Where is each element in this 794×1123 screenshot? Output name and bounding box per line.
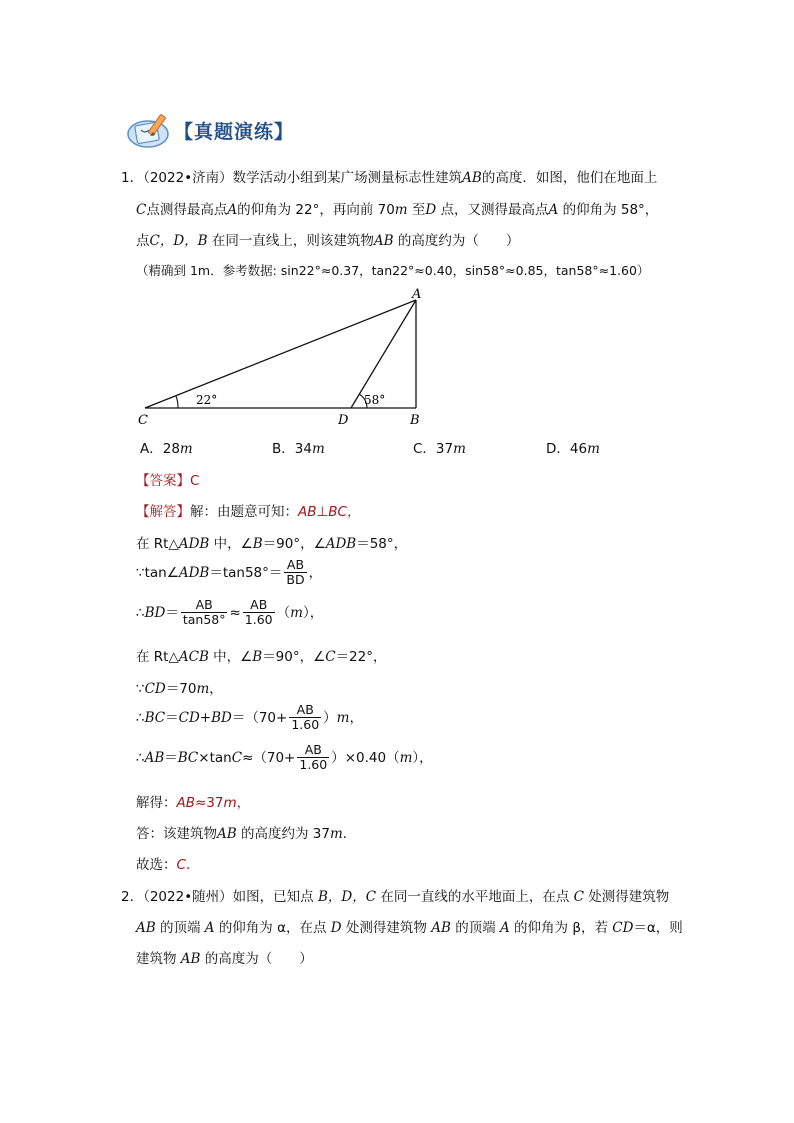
sol-text: ≈（70+ <box>242 749 296 766</box>
option-label: C．37 <box>413 441 454 457</box>
sol-text: ， <box>236 795 251 811</box>
q1-option-d[interactable] <box>546 437 600 457</box>
sol-text: ． <box>342 826 357 842</box>
sol-var: AB <box>144 749 165 766</box>
answer-tag: 【答案】 <box>136 473 190 489</box>
option-unit: m <box>453 441 466 457</box>
q2-var: C <box>569 889 589 905</box>
sol-var: BD <box>144 604 166 621</box>
sol-var: m <box>399 749 413 766</box>
q1-number: 1． <box>121 170 144 186</box>
sol-text: ）， <box>412 749 433 766</box>
frac-den: 1.60 <box>244 612 273 628</box>
q2-var: CD <box>607 920 634 936</box>
sol-text: ＝（70+ <box>231 709 288 726</box>
q1-text: 至 <box>407 202 426 218</box>
q1-reference-data: （精确到 1m．参考数据: sin22°≈0.37，tan22°≈0.40，sin58°≈0.85，tan58°≈1.60） <box>136 263 650 278</box>
sol-text: ， <box>349 709 363 726</box>
angle-c-label: 22° <box>196 393 218 407</box>
sol-text: ∴ <box>136 749 145 766</box>
fraction <box>284 558 306 588</box>
q1-line3 <box>136 229 519 249</box>
q1-solution-line2 <box>136 532 407 552</box>
frac-num: AB <box>289 703 321 718</box>
sol-text: ＝90°，∠ <box>262 536 326 552</box>
sol-text: ＝70 <box>165 681 197 697</box>
sol-text: ＝tan58°＝ <box>209 564 283 581</box>
q2-text: 的高度为（ ） <box>204 951 313 967</box>
frac-den: tan58° <box>182 612 226 628</box>
q1-solution-line3 <box>136 558 322 588</box>
sol-text: ＝ <box>165 709 179 726</box>
option-label: B．34 <box>272 441 312 457</box>
q2-number: 2． <box>121 889 144 905</box>
sol-var: ACB <box>178 649 209 665</box>
frac-num: AB <box>243 598 275 613</box>
q2-line2 <box>136 916 683 936</box>
point-a-label: A <box>412 287 422 302</box>
q1-text: 点 <box>136 233 150 249</box>
q1-line1 <box>121 166 657 186</box>
q1-solution-line4 <box>136 598 323 628</box>
sol-text: ∵tan∠ <box>136 564 179 581</box>
q1-var: C，D，B <box>149 233 208 249</box>
q1-var: C <box>136 202 147 218</box>
q1-text: 数学活动小组到某广场测量标志性建筑 <box>232 170 463 186</box>
sol-var: ADB <box>178 564 210 581</box>
sol-text: ∵ <box>136 681 145 697</box>
q2-var: A <box>495 920 515 936</box>
option-unit: m <box>587 441 600 457</box>
q1-solution-line11 <box>136 853 199 873</box>
frac-num: AB <box>181 598 228 613</box>
q1-text: 点，又测得最高点 <box>436 202 549 218</box>
angle-c-arc <box>176 396 178 408</box>
sol-text: 中，∠ <box>208 649 253 665</box>
q1-var: A <box>548 202 559 218</box>
frac-num: AB <box>284 558 306 573</box>
sol-text: ）×0.40（ <box>331 749 400 766</box>
point-b-label: B <box>410 413 420 428</box>
q1-solution-line7 <box>136 703 363 733</box>
q1-option-b[interactable] <box>272 437 325 457</box>
sol-text: 的高度约为 37 <box>236 826 330 842</box>
fraction <box>289 703 321 733</box>
sol-text: 中，∠ <box>209 536 253 552</box>
sol-text: 在 Rt△ <box>136 649 179 665</box>
sol-var: m <box>336 709 350 726</box>
sol-text: ＝ <box>165 604 179 621</box>
q2-var: B，D，C <box>313 889 381 905</box>
q2-text: 的仰角为 α，在点 <box>218 920 327 936</box>
sol-var: BC <box>144 709 166 726</box>
sol-text: ∴ <box>136 604 145 621</box>
q2-text: ＝α，则 <box>633 920 683 936</box>
sol-text: ≈ <box>229 604 241 621</box>
sol-text: 答：该建筑物 <box>136 826 217 842</box>
sol-var: ADB <box>325 536 357 552</box>
q1-triangle-figure <box>130 282 430 432</box>
sol-text: 故选： <box>136 857 177 873</box>
q2-text: 的顶端 <box>155 920 201 936</box>
q1-solution-line6 <box>136 677 223 697</box>
sol-var: B <box>252 649 263 665</box>
sol-expr: AB⊥BC， <box>298 504 361 520</box>
q1-line2 <box>136 198 658 218</box>
sol-var: m <box>223 795 237 811</box>
q1-text: 的高度约为（ ） <box>393 233 520 249</box>
frac-den: 1.60 <box>291 717 320 733</box>
q2-var: AB <box>136 920 156 936</box>
q1-source: （2022•济南） <box>143 170 233 186</box>
q2-text: 处测得建筑物 <box>588 889 670 905</box>
sol-var: AB <box>176 795 195 811</box>
sol-var: BC <box>177 749 199 766</box>
sol-text: 在 Rt△ <box>136 536 179 552</box>
sol-text: ， <box>209 681 223 697</box>
sol-text: ． <box>185 857 200 873</box>
segment-ca <box>145 300 416 408</box>
sol-var: C <box>176 857 186 873</box>
q2-var: AB <box>426 920 456 936</box>
q2-source: （2022•随州） <box>143 889 233 905</box>
sol-var: AB <box>217 826 237 842</box>
point-c-label: C <box>138 413 148 428</box>
q2-var: A <box>200 920 219 936</box>
sol-var: m <box>290 604 303 621</box>
q1-option-a[interactable] <box>140 437 193 457</box>
q1-text: 的仰角为 22°，再向前 70 <box>237 202 395 218</box>
q2-text: 建筑物 <box>136 951 177 967</box>
q1-text: 的高度．如图，他们在地面上 <box>481 170 658 186</box>
fraction <box>181 598 228 628</box>
q1-option-c[interactable] <box>413 437 466 457</box>
frac-den: BD <box>286 572 305 588</box>
option-label: A．28 <box>140 441 180 457</box>
q2-text: 在同一直线的水平地面上，在点 <box>380 889 570 905</box>
section-header <box>126 110 326 150</box>
sol-text: 解得： <box>136 795 177 811</box>
sol-var: C <box>231 749 243 766</box>
q2-line3 <box>136 947 313 967</box>
q2-line1 <box>121 885 669 905</box>
sol-var: C <box>325 649 336 665</box>
q2-text: 处测得建筑物 <box>345 920 427 936</box>
pencil-paper-icon <box>126 110 178 150</box>
sol-var: m <box>329 826 343 842</box>
sol-var: CD <box>144 681 166 697</box>
section-title: 【真题演练】 <box>174 121 295 143</box>
q1-var: A <box>227 202 238 218</box>
sol-text: 解：由题意可知： <box>190 504 298 520</box>
option-unit: m <box>179 441 193 457</box>
sol-text: ）， <box>302 604 324 621</box>
sol-value: ≈37 <box>195 795 224 811</box>
point-d-label: D <box>338 413 349 428</box>
sol-var: B <box>252 536 263 552</box>
sol-text: ， <box>308 564 323 581</box>
q2-var: D <box>326 920 346 936</box>
sol-var: m <box>196 681 210 697</box>
q2-text: 的顶端 <box>455 920 496 936</box>
frac-den: 1.60 <box>299 757 328 773</box>
q1-solution-line8 <box>136 743 433 773</box>
q1-solution-line1 <box>136 500 360 520</box>
q1-var: AB <box>462 170 482 186</box>
sol-text: ） <box>323 709 337 726</box>
q1-answer <box>136 469 199 489</box>
segment-da <box>351 300 416 408</box>
answer-value: C <box>190 473 200 489</box>
sol-text: （ <box>276 604 291 621</box>
sol-text: ＝90°，∠ <box>262 649 326 665</box>
sol-text: ＝58°， <box>356 536 408 552</box>
option-label: D．46 <box>546 441 588 457</box>
q2-var: AB <box>176 951 205 967</box>
q1-var: m <box>394 202 408 218</box>
q1-solution-line10 <box>136 822 356 842</box>
sol-var: CD+BD <box>178 709 232 726</box>
sol-text: ＝22°， <box>335 649 387 665</box>
sol-text: ∴ <box>136 709 145 726</box>
q2-text: 如图，已知点 <box>232 889 314 905</box>
solution-tag: 【解答】 <box>136 504 190 520</box>
q1-solution-line9 <box>136 791 250 811</box>
option-unit: m <box>311 441 325 457</box>
sol-var: ADB <box>178 536 210 552</box>
q2-text: 的仰角为 β，若 <box>514 920 608 936</box>
angle-d-label: 58° <box>364 393 386 407</box>
q1-solution-line5 <box>136 645 387 665</box>
frac-num: AB <box>297 743 329 758</box>
q1-var: D <box>425 202 437 218</box>
q1-text: 点测得最高点 <box>146 202 228 218</box>
q1-var: AB <box>373 233 394 249</box>
q1-text: 在同一直线上，则该建筑物 <box>207 233 374 249</box>
q1-text: 的仰角为 58°， <box>558 202 659 218</box>
sol-text: ×tan <box>198 749 232 766</box>
sol-text: ＝ <box>164 749 178 766</box>
fraction <box>243 598 275 628</box>
fraction <box>297 743 329 773</box>
